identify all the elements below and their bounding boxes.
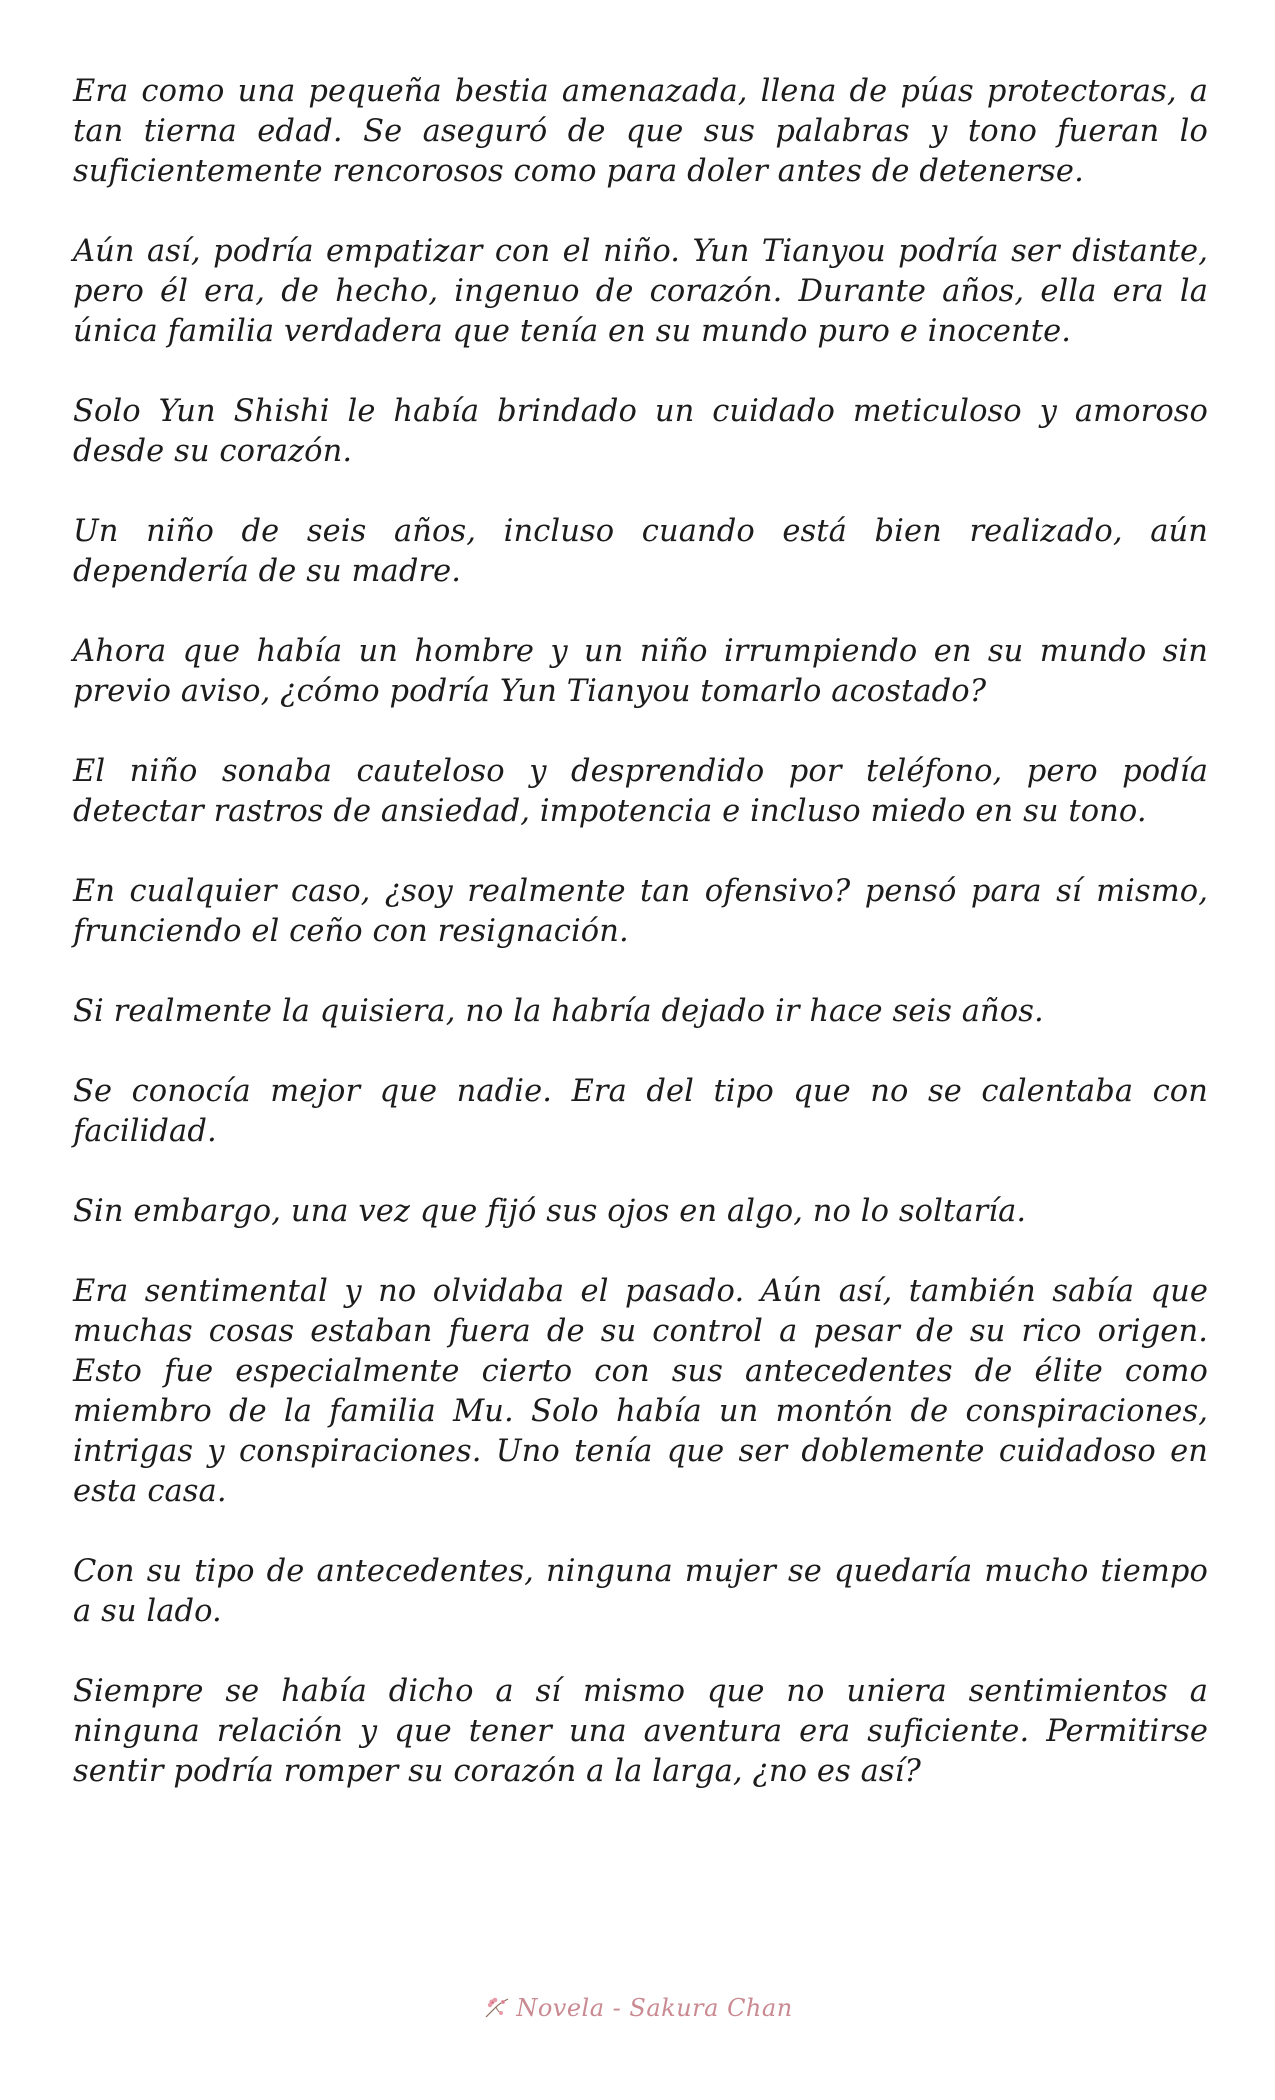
- paragraph: Era sentimental y no olvidaba el pasado. Aún así, también sabía que muchas cosas estaban fuera de su control a pesar de su rico origen. Esto fue especialmente cierto con sus antecedentes de élite como miembro de la familia Mu. Solo había un montón de conspiraciones, intrigas y conspiraciones. Uno tenía que ser doblemente cuidadoso en esta casa.: [73, 1274, 1208, 1509]
- paragraph: Sin embargo, una vez que fijó sus ojos en algo, no lo soltaría.: [73, 1194, 1027, 1229]
- paragraph: Era como una pequeña bestia amenazada, llena de púas protectoras, a tan tierna edad. Se aseguró de que sus palabras y tono fueran lo suficientemente rencorosos como para doler antes de detenerse.: [73, 74, 1208, 189]
- paragraph: El niño sonaba cauteloso y desprendido por teléfono, pero podía detectar rastros de ansiedad, impotencia e incluso miedo en su tono.: [73, 754, 1208, 829]
- paragraph: Con su tipo de antecedentes, ninguna mujer se quedaría mucho tiempo a su lado.: [73, 1554, 1208, 1629]
- footer-watermark: [0, 1988, 1275, 2028]
- paragraph: Solo Yun Shishi le había brindado un cuidado meticuloso y amoroso desde su corazón.: [73, 394, 1208, 469]
- paragraph: En cualquier caso, ¿soy realmente tan ofensivo? pensó para sí mismo, frunciendo el ceño con resignación.: [73, 874, 1208, 949]
- paragraph: Aún así, podría empatizar con el niño. Yun Tianyou podría ser distante, pero él era, de hecho, ingenuo de corazón. Durante años, ella era la única familia verdadera que tenía en su mundo puro e inocente.: [73, 234, 1208, 349]
- paragraph: Si realmente la quisiera, no la habría dejado ir hace seis años.: [73, 994, 1044, 1029]
- paragraph: Se conocía mejor que nadie. Era del tipo que no se calentaba con facilidad.: [73, 1074, 1208, 1149]
- watermark-group: [482, 1993, 792, 2023]
- paragraph: Un niño de seis años, incluso cuando está bien realizado, aún dependería de su madre.: [73, 514, 1208, 589]
- sakura-flower-icon: [482, 1993, 512, 2023]
- paragraph: Siempre se había dicho a sí mismo que no uniera sentimientos a ninguna relación y que tener una aventura era suficiente. Permitirse sentir podría romper su corazón a la larga, ¿no es así?: [73, 1674, 1208, 1789]
- watermark-text: Novela - Sakura Chan: [516, 1994, 793, 2022]
- paragraph: Ahora que había un hombre y un niño irrumpiendo en su mundo sin previo aviso, ¿cómo podría Yun Tianyou tomarlo acostado?: [73, 634, 1208, 709]
- document-body: [73, 72, 1208, 1832]
